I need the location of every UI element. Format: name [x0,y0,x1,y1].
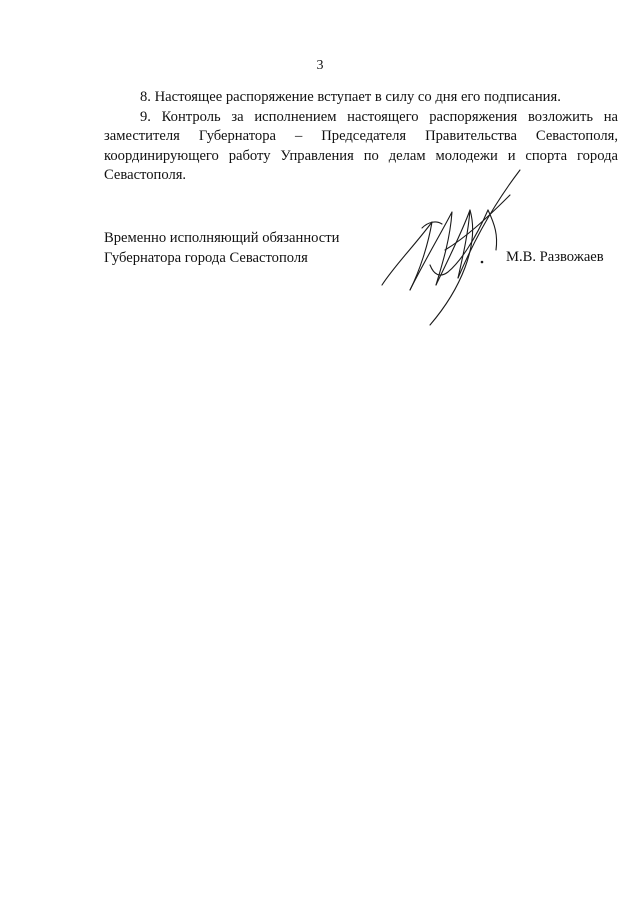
signatory-title-line-2: Губернатора города Севастополя [104,249,308,266]
paragraph-8: 8. Настоящее распоряжение вступает в силу со дня его подписания. [140,89,561,105]
signer-name: М.В. Развожаев [506,249,604,265]
page-number: 3 [316,58,324,73]
signatory-title-line-1: Временно исполняющий обязанности [104,230,340,246]
paragraph-9: 9. Контроль за исполнением настоящего распоряжения возложить на заместителя Губернатора – Председателя Правительства Севастополя, координирующего работу Управления по делам молодежи и спорта города Севастополя. [104,108,618,183]
signatory-title [104,229,339,268]
document-body [104,88,618,186]
handwritten-signature [370,150,540,330]
